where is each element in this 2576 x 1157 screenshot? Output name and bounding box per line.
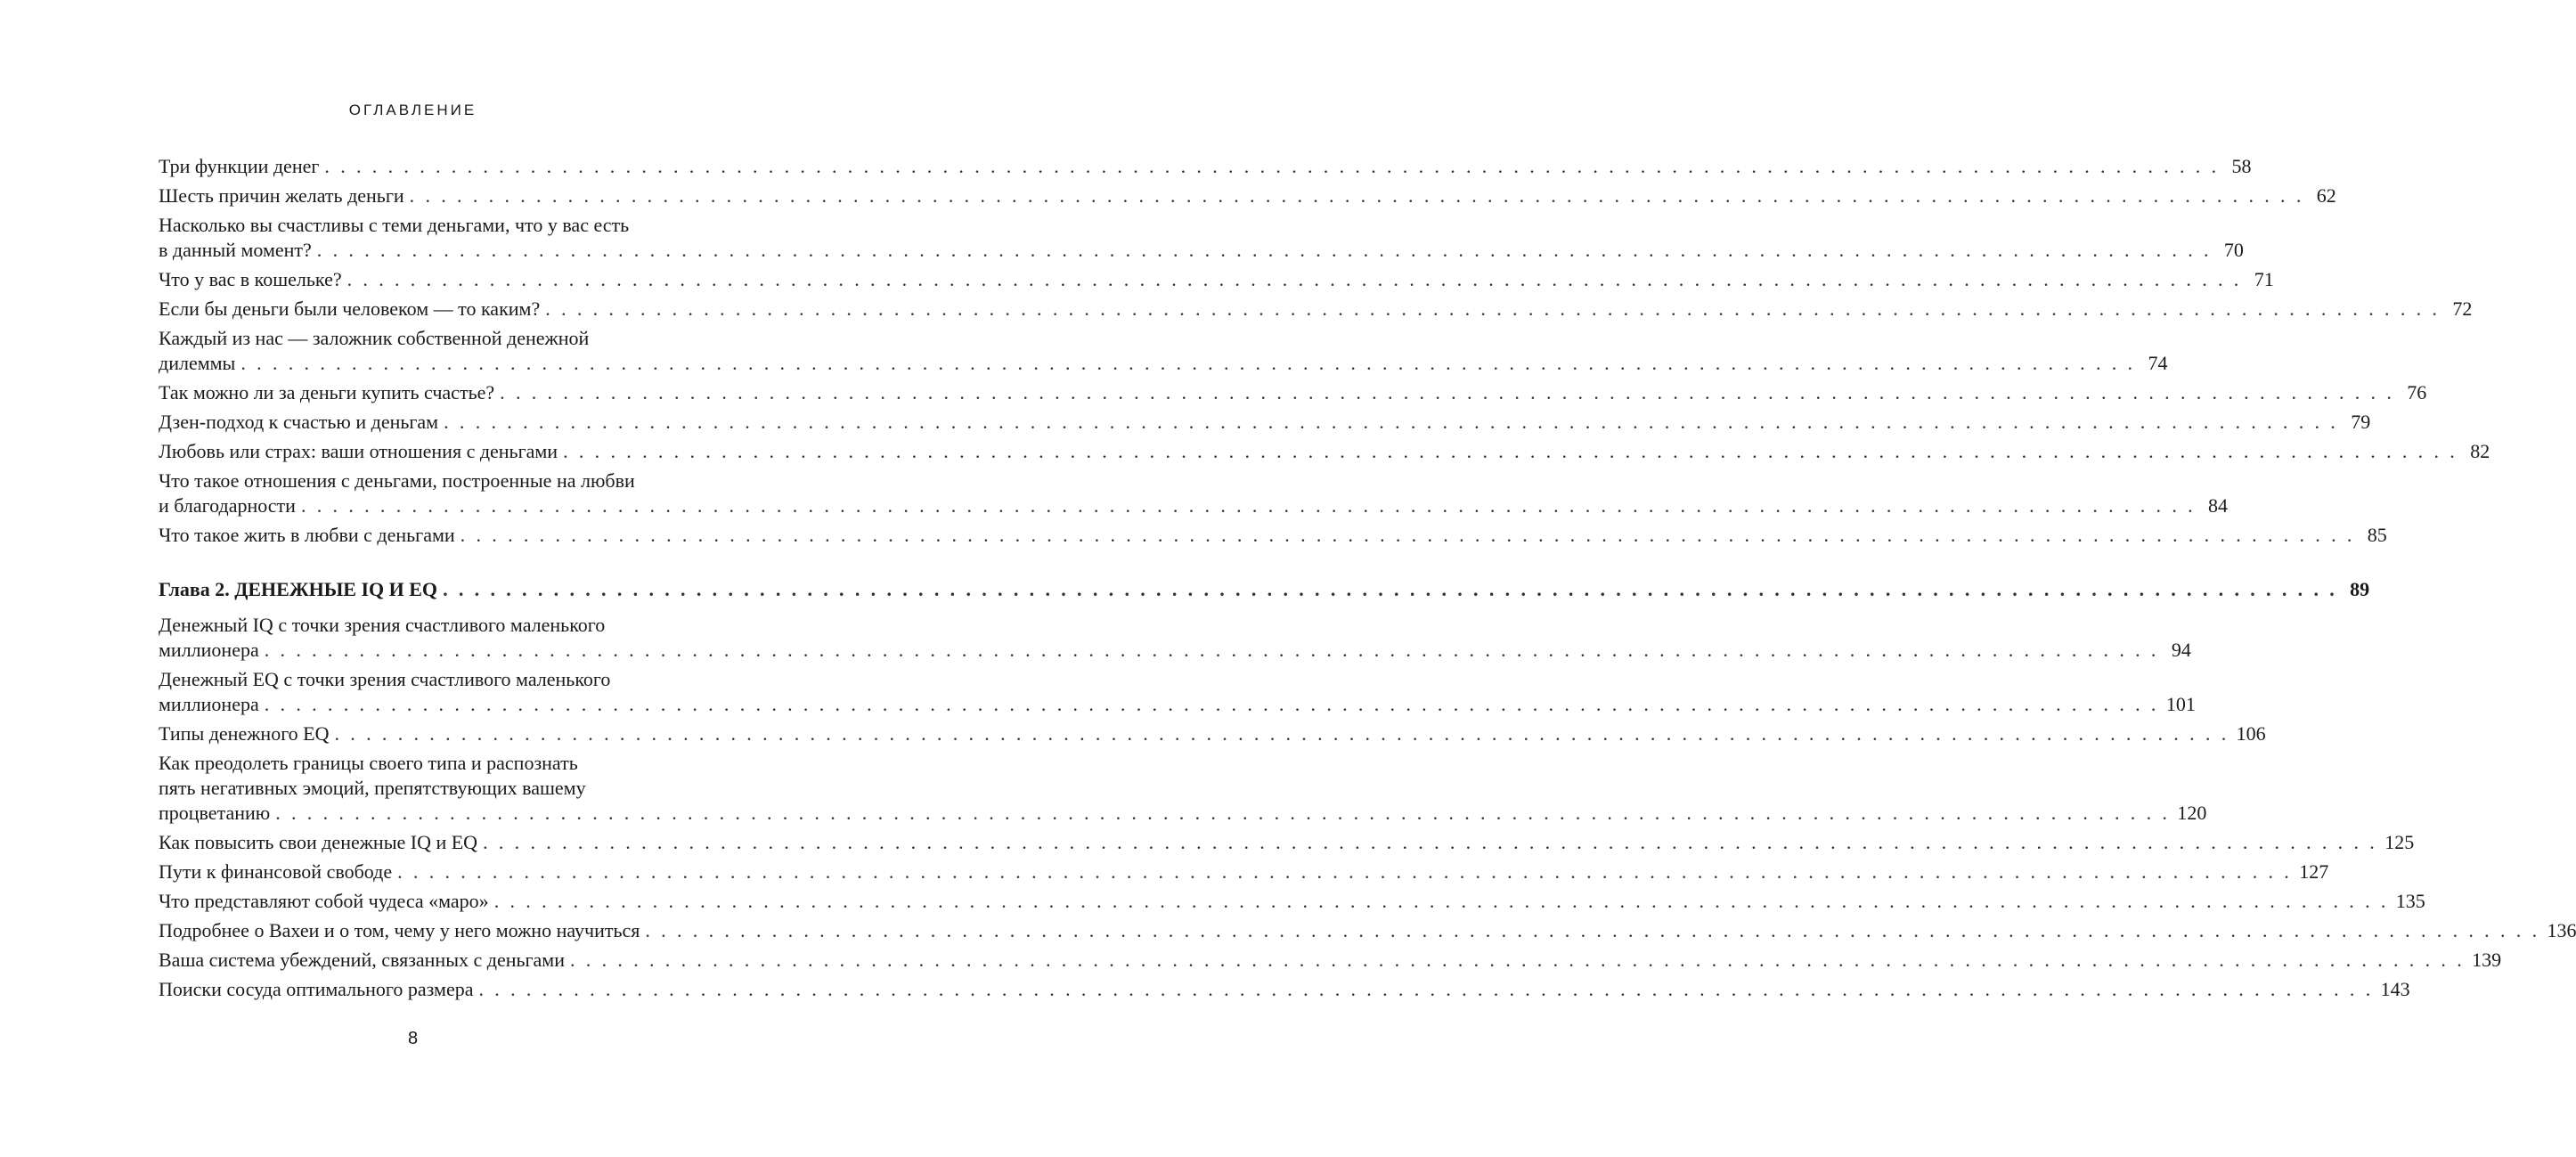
toc-entry-title: Что такое отношения с деньгами, построенные на любви — [159, 469, 635, 492]
toc-entry-page: 135 — [2395, 890, 2425, 912]
dot-leader: . . . . . . . . . . . . . . . . . . . . . . . . . . . . . . . . . . . . . . . . . . . . . . . . . . . . . . . . . . . . . . . . . . . . . . . . . . . . . . . . . . . . . . . . . . . . . . . . . . . . . . . . . . . . . . . . . . . . . . . . — [493, 890, 2389, 912]
table-of-contents — [159, 154, 2576, 1006]
toc-entry-title: Подробнее о Вахеи и о том, чему у него можно научиться — [159, 919, 640, 941]
toc-entry-title: Типы денежного EQ — [159, 722, 330, 745]
toc-entry-title: Что у вас в кошельке? — [159, 268, 342, 290]
page-number: 8 — [407, 1029, 419, 1048]
toc-entry[interactable] — [159, 213, 2244, 263]
toc-entry-title: пять негативных эмоций, препятствующих вашему — [159, 777, 586, 799]
dot-leader: . . . . . . . . . . . . . . . . . . . . . . . . . . . . . . . . . . . . . . . . . . . . . . . . . . . . . . . . . . . . . . . . . . . . . . . . . . . . . . . . . . . . . . . . . . . . . . . . . . . . . . . . . . . . . . . . . . . . . . . . — [316, 239, 2212, 261]
toc-entry[interactable] — [159, 410, 2371, 435]
toc-entry[interactable] — [159, 860, 2329, 884]
toc-entry-title: процветанию — [159, 802, 271, 824]
toc-entry-page: 71 — [2254, 268, 2274, 290]
toc-entry[interactable] — [159, 667, 2196, 717]
toc-entry-title: Если бы деньги были человеком — то каким? — [159, 297, 541, 320]
dot-leader: . . . . . . . . . . . . . . . . . . . . . . . . . . . . . . . . . . . . . . . . . . . . . . . . . . . . . . . . . . . . . . . . . . . . . . . . . . . . . . . . . . . . . . . . . . . . . . . . . . . . . . . . . . . . . . . . . . . . . . . . — [264, 639, 2159, 661]
toc-entry-title: Ваша система убеждений, связанных с деньгами — [159, 949, 565, 971]
toc-entry[interactable] — [159, 613, 2191, 663]
dot-leader: . . . . . . . . . . . . . . . . . . . . . . . . . . . . . . . . . . . . . . . . . . . . . . . . . . . . . . . . . . . . . . . . . . . . . . . . . . . . . . . . . . . . . . . . . . . . . . . . . . . . . . . . . . . . . . . . . . . . . . . . — [397, 860, 2293, 883]
dot-leader: . . . . . . . . . . . . . . . . . . . . . . . . . . . . . . . . . . . . . . . . . . . . . . . . . . . . . . . . . . . . . . . . . . . . . . . . . . . . . . . . . . . . . . . . . . . . . . . . . . . . . . . . . . . . . . . . . . . . . . . . — [545, 297, 2441, 320]
toc-entry-title: Как преодолеть границы своего типа и распознать — [159, 752, 578, 774]
toc-entry-title: Три функции денег — [159, 155, 320, 177]
toc-entry-title: Что представляют собой чудеса «маро» — [159, 890, 489, 912]
dot-leader: . . . . . . . . . . . . . . . . . . . . . . . . . . . . . . . . . . . . . . . . . . . . . . . . . . . . . . . . . . . . . . . . . . . . . . . . . . . . . . . . . . . . . . . . . . . . . . . . . . . . . . . . . . . . . . . . . . . . . . . . — [570, 949, 2466, 971]
toc-entry-page: 127 — [2299, 860, 2329, 883]
dot-leader: . . . . . . . . . . . . . . . . . . . . . . . . . . . . . . . . . . . . . . . . . . . . . . . . . . . . . . . . . . . . . . . . . . . . . . . . . . . . . . . . . . . . . . . . . . . . . . . . . . . . . . . . . . . . . . . . . . . . . . . . — [334, 722, 2230, 745]
toc-entry-title: Денежный EQ с точки зрения счастливого маленького — [159, 668, 611, 690]
toc-entry-page: 89 — [2350, 578, 2370, 600]
dot-leader: . . . . . . . . . . . . . . . . . . . . . . . . . . . . . . . . . . . . . . . . . . . . . . . . . . . . . . . . . . . . . . . . . . . . . . . . . . . . . . . . . . . . . . . . . . . . . . . . . . . . . . . . . . . . . . . . . . . . . . . . — [443, 578, 2338, 600]
dot-leader: . . . . . . . . . . . . . . . . . . . . . . . . . . . . . . . . . . . . . . . . . . . . . . . . . . . . . . . . . . . . . . . . . . . . . . . . . . . . . . . . . . . . . . . . . . . . . . . . . . . . . . . . . . . . . . . . . . . . . . . . — [409, 184, 2304, 207]
toc-entry-title: Насколько вы счастливы с теми деньгами, что у вас есть — [159, 214, 630, 236]
toc-entry[interactable] — [159, 721, 2266, 746]
toc-header: ОГЛАВЛЕНИЕ — [348, 102, 477, 118]
toc-entry-title: Поиски сосуда оптимального размера — [159, 978, 474, 1000]
toc-entry-page: 62 — [2316, 184, 2336, 207]
toc-entry-title: Каждый из нас — заложник собственной денежной — [159, 327, 590, 349]
toc-entry-title: миллионера — [159, 639, 259, 661]
toc-entry-title: Дзен-подход к счастью и деньгам — [159, 411, 439, 433]
toc-entry[interactable] — [159, 523, 2387, 548]
toc-entry[interactable] — [159, 297, 2473, 322]
toc-entry-title: миллионера — [159, 693, 259, 715]
dot-leader: . . . . . . . . . . . . . . . . . . . . . . . . . . . . . . . . . . . . . . . . . . . . . . . . . . . . . . . . . . . . . . . . . . . . . . . . . . . . . . . . . . . . . . . . . . . . . . . . . . . . . . . . . . . . . . . . . . . . . . . . — [444, 411, 2339, 433]
dot-leader: . . . . . . . . . . . . . . . . . . . . . . . . . . . . . . . . . . . . . . . . . . . . . . . . . . . . . . . . . . . . . . . . . . . . . . . . . . . . . . . . . . . . . . . . . . . . . . . . . . . . . . . . . . . . . . . . . . . . . . . . — [478, 978, 2374, 1000]
toc-entry[interactable] — [159, 183, 2336, 208]
toc-chapter-heading[interactable] — [159, 577, 2370, 602]
toc-entry-page: 84 — [2208, 494, 2229, 517]
toc-entry[interactable] — [159, 154, 2252, 179]
dot-leader: . . . . . . . . . . . . . . . . . . . . . . . . . . . . . . . . . . . . . . . . . . . . . . . . . . . . . . . . . . . . . . . . . . . . . . . . . . . . . . . . . . . . . . . . . . . . . . . . . . . . . . . . . . . . . . . . . . . . . . . . — [275, 802, 2171, 824]
toc-entry-title: Любовь или страх: ваши отношения с деньгами — [159, 440, 558, 462]
dot-leader: . . . . . . . . . . . . . . . . . . . . . . . . . . . . . . . . . . . . . . . . . . . . . . . . . . . . . . . . . . . . . . . . . . . . . . . . . . . . . . . . . . . . . . . . . . . . . . . . . . . . . . . . . . . . . . . . . . . . . . . . — [300, 494, 2197, 517]
dot-leader: . . . . . . . . . . . . . . . . . . . . . . . . . . . . . . . . . . . . . . . . . . . . . . . . . . . . . . . . . . . . . . . . . . . . . . . . . . . . . . . . . . . . . . . . . . . . . . . . . . . . . . . . . . . . . . . . . . . . . . . . — [264, 693, 2159, 715]
toc-entry[interactable] — [159, 918, 2576, 943]
dot-leader: . . . . . . . . . . . . . . . . . . . . . . . . . . . . . . . . . . . . . . . . . . . . . . . . . . . . . . . . . . . . . . . . . . . . . . . . . . . . . . . . . . . . . . . . . . . . . . . . . . . . . . . . . . . . . . . . . . . . . . . . — [346, 268, 2242, 290]
toc-entry-title: Денежный IQ с точки зрения счастливого маленького — [159, 614, 606, 636]
toc-entry-page: 139 — [2472, 949, 2502, 971]
toc-entry-title: Что такое жить в любви с деньгами — [159, 524, 455, 546]
toc-entry[interactable] — [159, 977, 2410, 1002]
toc-entry-page: 94 — [2171, 639, 2191, 661]
toc-entry-title: дилеммы — [159, 352, 236, 374]
toc-entry-page: 120 — [2177, 802, 2207, 824]
toc-entry[interactable] — [159, 948, 2502, 973]
toc-entry-page: 79 — [2351, 411, 2371, 433]
toc-entry[interactable] — [159, 439, 2490, 464]
toc-entry-page: 72 — [2452, 297, 2473, 320]
toc-entry-title: Шесть причин желать деньги — [159, 184, 404, 207]
dot-leader: . . . . . . . . . . . . . . . . . . . . . . . . . . . . . . . . . . . . . . . . . . . . . . . . . . . . . . . . . . . . . . . . . . . . . . . . . . . . . . . . . . . . . . . . . . . . . . . . . . . . . . . . . . . . . . . . . . . . . . . . — [645, 919, 2540, 941]
toc-entry-page: 76 — [2407, 381, 2427, 403]
toc-entry-page: 70 — [2223, 239, 2244, 261]
dot-leader: . . . . . . . . . . . . . . . . . . . . . . . . . . . . . . . . . . . . . . . . . . . . . . . . . . . . . . . . . . . . . . . . . . . . . . . . . . . . . . . . . . . . . . . . . . . . . . . . . . . . . . . . . . . . . . . . . . . . . . . . — [483, 831, 2378, 853]
toc-entry-page: 143 — [2380, 978, 2410, 1000]
toc-entry-page: 136 — [2547, 919, 2576, 941]
toc-entry-page: 85 — [2367, 524, 2387, 546]
toc-entry-page: 82 — [2470, 440, 2490, 462]
toc-entry[interactable] — [159, 469, 2229, 518]
toc-entry-title: Пути к финансовой свободе — [159, 860, 393, 883]
toc-entry-page: 125 — [2384, 831, 2415, 853]
toc-entry[interactable] — [159, 830, 2415, 855]
toc-entry-page: 101 — [2165, 693, 2196, 715]
dot-leader: . . . . . . . . . . . . . . . . . . . . . . . . . . . . . . . . . . . . . . . . . . . . . . . . . . . . . . . . . . . . . . . . . . . . . . . . . . . . . . . . . . . . . . . . . . . . . . . . . . . . . . . . . . . . . . . . . . . . . . . . — [500, 381, 2395, 403]
dot-leader: . . . . . . . . . . . . . . . . . . . . . . . . . . . . . . . . . . . . . . . . . . . . . . . . . . . . . . . . . . . . . . . . . . . . . . . . . . . . . . . . . . . . . . . . . . . . . . . . . . . . . . . . . . . . . . . . . . . . . . . . — [460, 524, 2355, 546]
toc-entry[interactable] — [159, 267, 2274, 292]
toc-entry-title: Так можно ли за деньги купить счастье? — [159, 381, 495, 403]
toc-entry-title: Как повысить свои денежные IQ и EQ — [159, 831, 478, 853]
toc-entry-page: 58 — [2231, 155, 2252, 177]
toc-entry[interactable] — [159, 326, 2168, 376]
toc-entry-title: и благодарности — [159, 494, 296, 517]
toc-entry-title: Глава 2. ДЕНЕЖНЫЕ IQ И EQ — [159, 578, 438, 600]
dot-leader: . . . . . . . . . . . . . . . . . . . . . . . . . . . . . . . . . . . . . . . . . . . . . . . . . . . . . . . . . . . . . . . . . . . . . . . . . . . . . . . . . . . . . . . . . . . . . . . . . . . . . . . . . . . . . . . . . . . . . . . . — [240, 352, 2136, 374]
toc-entry[interactable] — [159, 380, 2427, 405]
toc-entry-page: 106 — [2236, 722, 2266, 745]
toc-entry[interactable] — [159, 889, 2425, 914]
toc-entry[interactable] — [159, 751, 2207, 826]
dot-leader: . . . . . . . . . . . . . . . . . . . . . . . . . . . . . . . . . . . . . . . . . . . . . . . . . . . . . . . . . . . . . . . . . . . . . . . . . . . . . . . . . . . . . . . . . . . . . . . . . . . . . . . . . . . . . . . . . . . . . . . . — [563, 440, 2458, 462]
toc-entry-title: в данный момент? — [159, 239, 312, 261]
toc-entry-page: 74 — [2148, 352, 2168, 374]
dot-leader: . . . . . . . . . . . . . . . . . . . . . . . . . . . . . . . . . . . . . . . . . . . . . . . . . . . . . . . . . . . . . . . . . . . . . . . . . . . . . . . . . . . . . . . . . . . . . . . . . . . . . . . . . . . . . . . . . . . . . . . . — [324, 155, 2220, 177]
